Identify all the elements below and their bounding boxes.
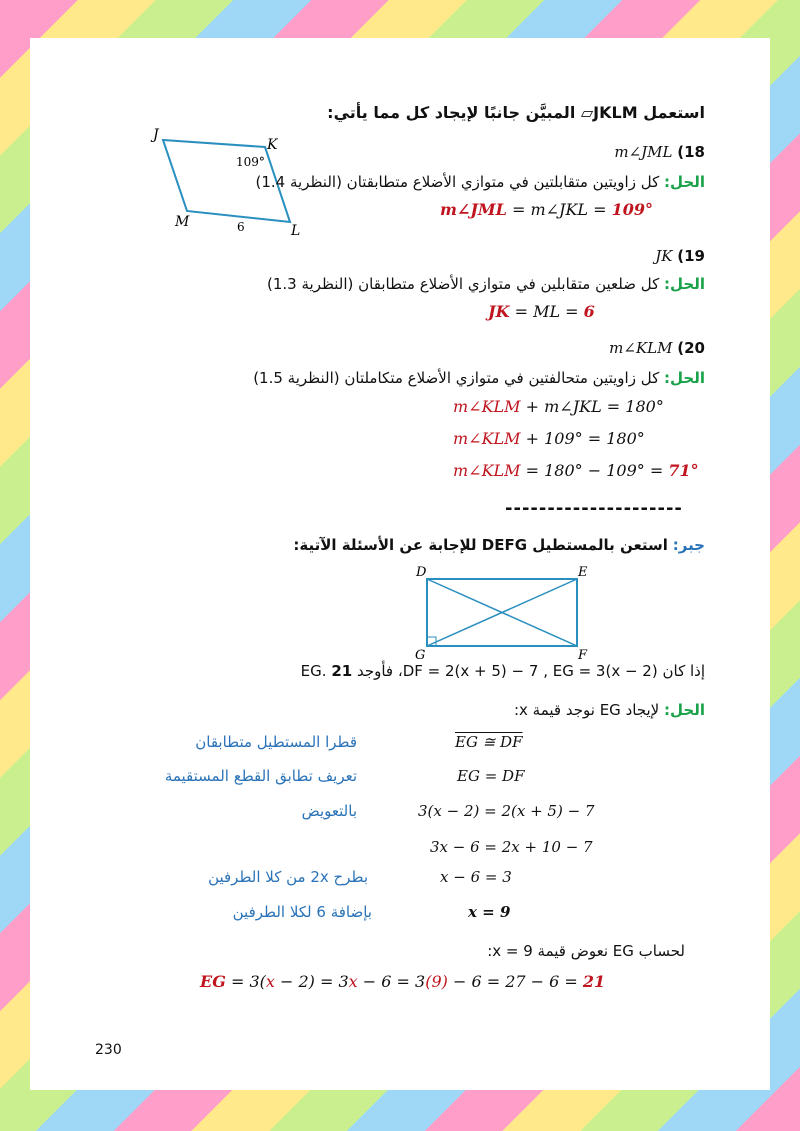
q18-answer: m∠JML = m∠JKL = 109°	[440, 200, 654, 219]
step-reason-1: قطرا المستطيل متطابقان	[195, 733, 357, 751]
step-reason-5: بطرح 2x من كلا الطرفين	[208, 868, 368, 886]
algebra-text: استعن بالمستطيل DEFG للإجابة عن الأسئلة الآتية:	[293, 536, 668, 554]
vertex-label-d: D	[416, 565, 427, 580]
vertex-label-g: G	[415, 648, 426, 662]
q21-intro-text: لإيجاد EG نوجد قيمة x:	[513, 701, 660, 719]
q20-line-1: m∠KLM + m∠JKL = 180°	[453, 397, 664, 416]
step-math-4: 3x − 6 = 2x + 10 − 7	[430, 838, 593, 856]
q21-solution-intro	[514, 701, 705, 719]
vertex-label-m: M	[175, 214, 190, 230]
solution-label: الحل:	[664, 369, 705, 387]
section-separator: ---------------------	[505, 498, 683, 519]
solution-label: الحل:	[664, 173, 705, 191]
q21-text: إذا كان DF = 2(x + 5) − 7 , EG = 3(x − 2)، فأوجد EG.	[300, 662, 705, 680]
compute-instruction: لحساب EG نعوض قيمة x = 9:	[487, 942, 685, 960]
step-math-1: EG ≅ DF	[455, 733, 523, 751]
algebra-label: جبر:	[672, 536, 705, 554]
q18-header	[614, 143, 705, 161]
step-reason-6: بإضافة 6 لكلا الطرفين	[232, 903, 372, 921]
step-math-6: x = 9	[468, 903, 511, 921]
angle-label: 109°	[236, 155, 265, 169]
vertex-label-e: E	[578, 565, 588, 580]
algebra-instruction	[293, 536, 705, 554]
solution-label: الحل:	[664, 701, 705, 719]
q21-number: 21	[331, 662, 353, 680]
step-reason-2: تعريف تطابق القطع المستقيمة	[164, 767, 357, 785]
side-label: 6	[237, 220, 245, 234]
q19-reason: كل ضلعين متقابلين في متوازي الأضلاع متطابقان (النظرية 1.3)	[266, 275, 660, 293]
intro-instruction: استعمل JKLM▱ المبيَّن جانبًا لإيجاد كل مما يأتي:	[327, 103, 705, 122]
q19-solution	[267, 275, 705, 293]
step-math-2: EG = DF	[457, 767, 525, 785]
q20-reason: كل زاويتين متحالفتين في متوازي الأضلاع متكاملتان (النظرية 1.5)	[253, 369, 660, 387]
q19-expression: JK	[655, 247, 673, 265]
q19-number: (19	[677, 247, 705, 265]
q18-expression: m∠JML	[614, 143, 673, 161]
vertex-label-l: L	[291, 223, 301, 239]
q18-reason: كل زاويتين متقابلتين في متوازي الأضلاع متطابقتان (النظرية 1.4)	[255, 173, 660, 191]
q20-number: (20	[677, 339, 705, 357]
rectangle-figure	[410, 562, 600, 662]
step-reason-3: بالتعويض	[301, 802, 357, 820]
vertex-label-j: J	[153, 127, 159, 143]
q20-line-3: m∠KLM = 180° − 109° = 71°	[453, 461, 699, 480]
q18-solution	[256, 173, 705, 191]
q19-header	[655, 247, 705, 265]
solution-label: الحل:	[664, 275, 705, 293]
page-sheet	[30, 38, 770, 1090]
q20-header	[609, 339, 705, 357]
q20-line-2: m∠KLM + 109° = 180°	[453, 429, 645, 448]
page-number: 230	[95, 1042, 122, 1058]
q19-answer: JK = ML = 6	[488, 302, 595, 321]
q18-number: (18	[677, 143, 705, 161]
q21-question	[301, 662, 705, 680]
vertex-label-f: F	[578, 648, 588, 662]
q20-expression: m∠KLM	[609, 339, 673, 357]
final-calculation: EG = 3(x − 2) = 3x − 6 = 3(9) − 6 = 27 − 6 = 21	[200, 972, 606, 991]
q20-solution	[253, 369, 705, 387]
step-math-5: x − 6 = 3	[440, 868, 512, 886]
step-math-3: 3(x − 2) = 2(x + 5) − 7	[418, 802, 595, 820]
vertex-label-k: K	[267, 137, 278, 153]
